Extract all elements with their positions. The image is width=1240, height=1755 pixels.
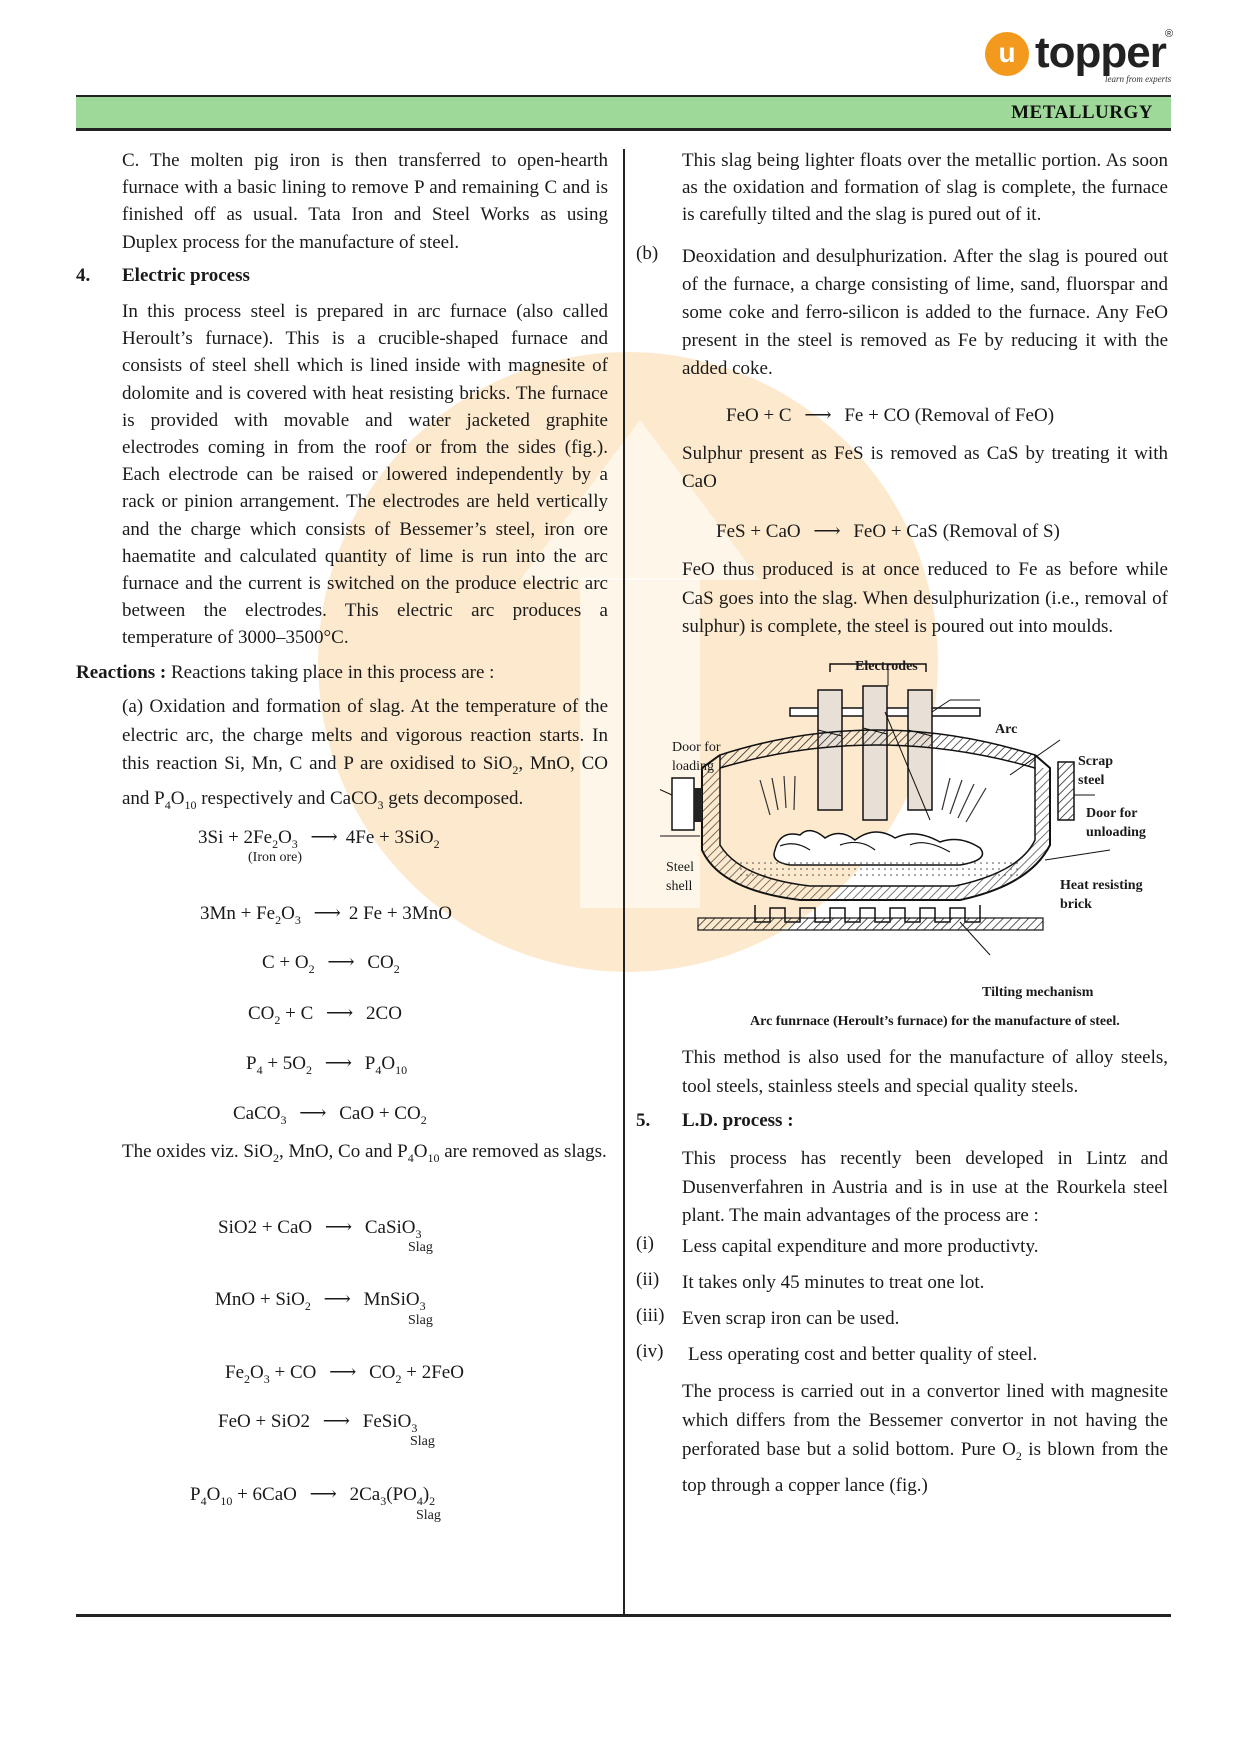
right-paragraph-alloy: This method is also used for the manufacture of alloy steels, tool steels, stainless steels and special quality steels.	[682, 1047, 1168, 1097]
advantage-3-text: Even scrap iron can be used.	[682, 1308, 900, 1329]
right-paragraph-deoxidation: Deoxidation and desulphurization. After the slag is poured out of the furnace, a charge consisting of lime, sand, fluorspar and some coke and ferro-silicon is added to the furnace. Any FeO present in the steel is removed as Fe by reducing it with the added coke.	[682, 246, 1168, 379]
left-paragraph-oxides: The oxides viz. SiO$_2$, MnO, Co and $P_4O_{10}$ are removed as slags.	[122, 1141, 607, 1165]
label-electrodes: Electrodes	[855, 659, 918, 674]
section-5-title: L.D. process :	[682, 1110, 794, 1131]
advantage-4-num: (iv)	[636, 1341, 664, 1362]
eq-caco3: CaCO$_3$ ⟶ CaO + $CO_2$	[233, 1103, 427, 1127]
advantage-1-text: Less capital expenditure and more productivty.	[682, 1236, 1039, 1257]
label-steel-shell: Steel shell	[666, 860, 694, 894]
right-paragraph-sulphur: Sulphur present as FeS is removed as CaS by treating it with CaO	[682, 443, 1168, 492]
reactions-line	[76, 659, 616, 686]
left-paragraph-electric: In this process steel is prepared in arc furnace (also called Heroult’s furnace). This is a crucible-shaped furnace and consists of steel shell which is lined inside with magnesite of dolomite and is covered with heat resisting bricks. The furnace is provided with movable and water jacketed graphite electrodes coming in from the roof or from the sides (fig.). Each electrode can be raised or lowered independently by a rack or pinion arrangement. The electrodes are held vertically and the charge which consists of Bessemer’s steel, iron ore haematite and calculated quantity of lime is run into the arc furnace and the current is switched on the produce electric arc between the electrodes. This electric arc produces a temperature of 3000–3500°C.	[122, 301, 608, 649]
logo-registered: ®	[1165, 28, 1174, 40]
label-door-loading: Door for loading	[672, 740, 721, 774]
right-paragraph-convertor: The process is carried out in a convertor lined with magnesite which differs from the Bessemer convertor in not having the perforated base but a solid bottom. Pure $O_2$ is blown from the top through a copper lance (fig.)	[682, 1381, 1168, 1496]
section-4-number: 4.	[76, 265, 91, 286]
figure-caption: Arc funrnace (Heroult’s furnace) for the manufacture of steel.	[750, 1014, 1120, 1029]
eq-feo-c: FeO + C ⟶ Fe + CO (Removal of FeO)	[726, 405, 1055, 426]
iron-ore-note: (Iron ore)	[248, 850, 303, 865]
right-paragraph-ld: This process has recently been developed in Lintz and Dusenverfahren in Austria and is in use at the Rourkela steel plant. The main advantages of the process are :	[682, 1148, 1168, 1226]
slag-label-2: Slag	[408, 1313, 433, 1328]
right-paragraph-feo: FeO thus produced is at once reduced to Fe as before while CaS goes into the slag. When desulphurization (i.e., removal of sulphur) is complete, the steel is poured out into moulds.	[682, 559, 1168, 637]
column-divider	[623, 149, 625, 1616]
label-scrap-steel: Scrap steel	[1078, 754, 1113, 788]
right-paragraph-slag: This slag being lighter floats over the metallic portion. As soon as the oxidation and formation of slag is complete, the furnace is carefully tilted and the slag is pured out of it.	[682, 150, 1168, 226]
section-5-number: 5.	[636, 1110, 651, 1131]
brand-logo[interactable]	[985, 28, 1175, 88]
label-door-unloading: Door for unloading	[1086, 806, 1146, 840]
slag-label-4: Slag	[416, 1508, 441, 1523]
slag-label-3: Slag	[410, 1434, 435, 1449]
reactions-label: Reactions :	[76, 662, 167, 683]
logo-letter: u	[998, 37, 1016, 68]
logo-name: topper	[1035, 28, 1166, 77]
advantage-2-text: It takes only 45 minutes to treat one lot.	[682, 1272, 985, 1293]
advantage-4-text: Less operating cost and better quality of steel.	[688, 1344, 1038, 1365]
eq-mn-fe2o3: $3Mn + Fe_2O_3$ ⟶ 2 Fe + 3MnO	[200, 903, 452, 927]
eq-sio2-cao: SiO2 + CaO ⟶ CaSiO$_3$	[218, 1217, 422, 1241]
eq-feo-sio2: FeO + SiO2 ⟶ FeSiO$_3$	[218, 1411, 418, 1435]
eq-co2-c: $CO_2 + C$ ⟶ 2CO	[248, 1003, 402, 1027]
eq-p4o10-cao: $P_4O_{10} + 6CaO$ ⟶ $2Ca_3(PO_4)_2$	[190, 1484, 436, 1508]
eq-mno-sio2: MnO + SiO$_2$ ⟶ MnSiO$_3$	[215, 1289, 426, 1313]
label-tilting: Tilting mechanism	[982, 985, 1094, 1000]
left-paragraph-duplex: C. The molten pig iron is then transferred to open-hearth furnace with a basic lining to remove P and remaining C and is finished off as usual. Tata Iron and Steel Works as using Duplex process for the manufacture of steel.	[122, 150, 608, 253]
section-4-title: Electric process	[122, 265, 250, 286]
advantage-3-num: (iii)	[636, 1305, 665, 1326]
eq-p4-o2: $P_4 + 5O_2$ ⟶ $P_4O_{10}$	[246, 1053, 408, 1077]
reactions-text: Reactions taking place in this process are :	[170, 662, 495, 683]
eq-c-o2: $C + O_2$ ⟶ $CO_2$	[262, 952, 400, 976]
section-header-bar	[76, 95, 1171, 131]
logo-tagline: learn from experts	[1105, 74, 1172, 84]
left-paragraph-oxidation: (a) Oxidation and formation of slag. At the temperature of the electric arc, the charge melts and vigorous reaction starts. In this reaction Si, Mn, C and P are oxidised to SiO$_2$, MnO, CO and $P_4O_{10}$ respectively and CaCO$_3$ gets decomposed.	[122, 696, 608, 812]
eq-fes-cao: FeS + CaO ⟶ FeO + CaS (Removal of S)	[716, 521, 1060, 542]
item-b-label: (b)	[636, 243, 659, 264]
eq-si-fe2o3: $3Si + 2Fe_2O_3$ ⟶ 4Fe + 3SiO$_2$	[198, 827, 440, 851]
bottom-rule	[76, 1614, 1171, 1617]
advantage-2-num: (ii)	[636, 1269, 660, 1290]
label-heat-bricks: Heat resisting brick	[1060, 878, 1143, 912]
eq-fe2o3-co: $Fe_2O_3$ + CO ⟶ $CO_2 + 2FeO$	[225, 1362, 464, 1386]
slag-label-1: Slag	[408, 1240, 433, 1255]
label-arc: Arc	[995, 722, 1018, 737]
advantage-1-num: (i)	[636, 1233, 654, 1254]
section-title: METALLURGY	[1011, 102, 1153, 123]
